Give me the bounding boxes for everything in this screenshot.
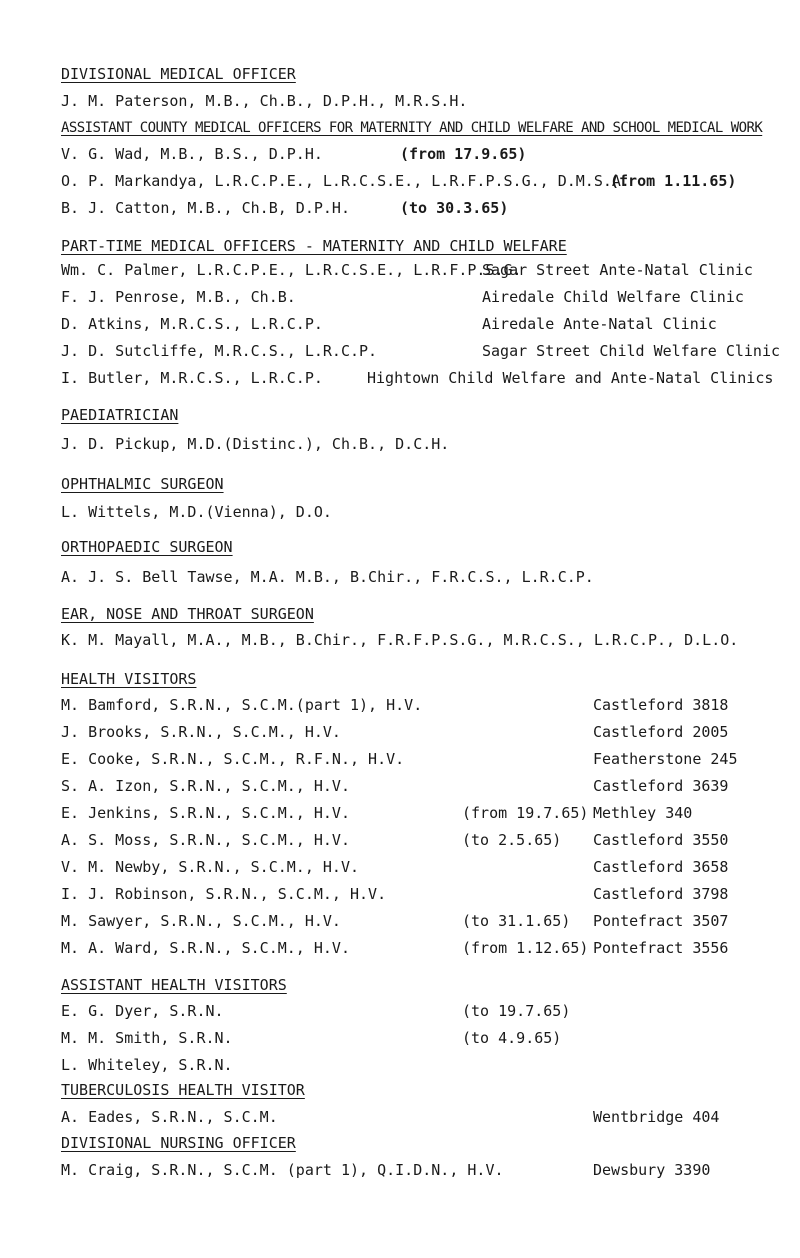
assistant-health-visitor-note: (to 4.9.65)	[462, 1029, 562, 1047]
health-visitor-name: V. M. Newby, S.R.N., S.C.M., H.V.	[61, 858, 360, 876]
heading-divisional-nursing-officer: DIVISIONAL NURSING OFFICER	[61, 1134, 296, 1152]
assistant-mo-name: O. P. Markandya, L.R.C.P.E., L.R.C.S.E., L.R.F.P.S.G., D.M.S.A.	[61, 172, 630, 190]
assistant-health-visitor-name: M. M. Smith, S.R.N.	[61, 1029, 233, 1047]
assistant-health-visitor-note: (to 19.7.65)	[462, 1002, 571, 1020]
health-visitor-phone: Castleford 3798	[593, 885, 729, 903]
tuberculosis-health-visitor-name: A. Eades, S.R.N., S.C.M.	[61, 1108, 278, 1126]
health-visitor-name: E. Jenkins, S.R.N., S.C.M., H.V.	[61, 804, 350, 822]
ophthalmic-surgeon-name: L. Wittels, M.D.(Vienna), D.O.	[61, 503, 332, 521]
heading-orthopaedic-surgeon: ORTHOPAEDIC SURGEON	[61, 538, 233, 556]
health-visitor-note: (from 19.7.65)	[462, 804, 589, 822]
health-visitor-name: E. Cooke, S.R.N., S.C.M., R.F.N., H.V.	[61, 750, 405, 768]
part-time-mo-clinic: Hightown Child Welfare and Ante-Natal Clinics	[367, 369, 774, 387]
heading-assistant-county-medical-officers: ASSISTANT COUNTY MEDICAL OFFICERS FOR MATERNITY AND CHILD WELFARE AND SCHOOL MEDICAL WORK	[61, 120, 763, 136]
assistant-health-visitor-name: E. G. Dyer, S.R.N.	[61, 1002, 224, 1020]
health-visitor-name: S. A. Izon, S.R.N., S.C.M., H.V.	[61, 777, 350, 795]
health-visitor-name: M. A. Ward, S.R.N., S.C.M., H.V.	[61, 939, 350, 957]
assistant-mo-name: V. G. Wad, M.B., B.S., D.P.H.	[61, 145, 323, 163]
part-time-mo-clinic: Sagar Street Child Welfare Clinic	[482, 342, 781, 360]
health-visitor-phone: Castleford 3639	[593, 777, 729, 795]
health-visitor-name: M. Bamford, S.R.N., S.C.M.(part 1), H.V.	[61, 696, 423, 714]
divisional-nursing-officer-name: M. Craig, S.R.N., S.C.M. (part 1), Q.I.D.N., H.V.	[61, 1161, 504, 1179]
heading-assistant-health-visitors: ASSISTANT HEALTH VISITORS	[61, 976, 287, 994]
health-visitor-phone: Pontefract 3507	[593, 912, 729, 930]
part-time-mo-name: I. Butler, M.R.C.S., L.R.C.P.	[61, 369, 323, 387]
health-visitor-phone: Castleford 2005	[593, 723, 729, 741]
part-time-mo-clinic: Airedale Ante-Natal Clinic	[482, 315, 717, 333]
assistant-health-visitor-name: L. Whiteley, S.R.N.	[61, 1056, 233, 1074]
heading-health-visitors: HEALTH VISITORS	[61, 670, 197, 688]
heading-ent-surgeon: EAR, NOSE AND THROAT SURGEON	[61, 605, 314, 623]
heading-ophthalmic-surgeon: OPHTHALMIC SURGEON	[61, 475, 224, 493]
tuberculosis-health-visitor-phone: Wentbridge 404	[593, 1108, 720, 1126]
health-visitor-phone: Methley 340	[593, 804, 693, 822]
part-time-mo-name: D. Atkins, M.R.C.S., L.R.C.P.	[61, 315, 323, 333]
heading-paediatrician: PAEDIATRICIAN	[61, 406, 179, 424]
part-time-mo-clinic: Sagar Street Ante-Natal Clinic	[482, 261, 753, 279]
divisional-medical-officer-name: J. M. Paterson, M.B., Ch.B., D.P.H., M.R.S.H.	[61, 92, 468, 110]
heading-tuberculosis-health-visitor: TUBERCULOSIS HEALTH VISITOR	[61, 1081, 305, 1099]
health-visitor-note: (from 1.12.65)	[462, 939, 589, 957]
part-time-mo-name: J. D. Sutcliffe, M.R.C.S., L.R.C.P.	[61, 342, 378, 360]
health-visitor-name: M. Sawyer, S.R.N., S.C.M., H.V.	[61, 912, 341, 930]
health-visitor-phone: Castleford 3658	[593, 858, 729, 876]
assistant-mo-note: (to 30.3.65)	[400, 199, 509, 217]
heading-part-time-medical-officers: PART-TIME MEDICAL OFFICERS - MATERNITY AND CHILD WELFARE	[61, 237, 567, 255]
health-visitor-name: I. J. Robinson, S.R.N., S.C.M., H.V.	[61, 885, 387, 903]
assistant-mo-name: B. J. Catton, M.B., Ch.B, D.P.H.	[61, 199, 350, 217]
part-time-mo-clinic: Airedale Child Welfare Clinic	[482, 288, 744, 306]
assistant-mo-note: (from 17.9.65)	[400, 145, 527, 163]
paediatrician-name: J. D. Pickup, M.D.(Distinc.), Ch.B., D.C.H.	[61, 435, 450, 453]
assistant-mo-note: (from 1.11.65)	[610, 172, 737, 190]
divisional-nursing-officer-phone: Dewsbury 3390	[593, 1161, 711, 1179]
heading-divisional-medical-officer: DIVISIONAL MEDICAL OFFICER	[61, 65, 296, 83]
part-time-mo-name: Wm. C. Palmer, L.R.C.P.E., L.R.C.S.E., L.R.F.P.S.G.	[61, 261, 522, 279]
health-visitor-phone: Pontefract 3556	[593, 939, 729, 957]
health-visitor-phone: Featherstone 245	[593, 750, 738, 768]
health-visitor-phone: Castleford 3818	[593, 696, 729, 714]
health-visitor-name: J. Brooks, S.R.N., S.C.M., H.V.	[61, 723, 341, 741]
health-visitor-name: A. S. Moss, S.R.N., S.C.M., H.V.	[61, 831, 350, 849]
orthopaedic-surgeon-name: A. J. S. Bell Tawse, M.A. M.B., B.Chir., F.R.C.S., L.R.C.P.	[61, 568, 594, 586]
health-visitor-note: (to 2.5.65)	[462, 831, 562, 849]
health-visitor-note: (to 31.1.65)	[462, 912, 571, 930]
health-visitor-phone: Castleford 3550	[593, 831, 729, 849]
part-time-mo-name: F. J. Penrose, M.B., Ch.B.	[61, 288, 296, 306]
ent-surgeon-name: K. M. Mayall, M.A., M.B., B.Chir., F.R.F.P.S.G., M.R.C.S., L.R.C.P., D.L.O.	[61, 631, 739, 649]
